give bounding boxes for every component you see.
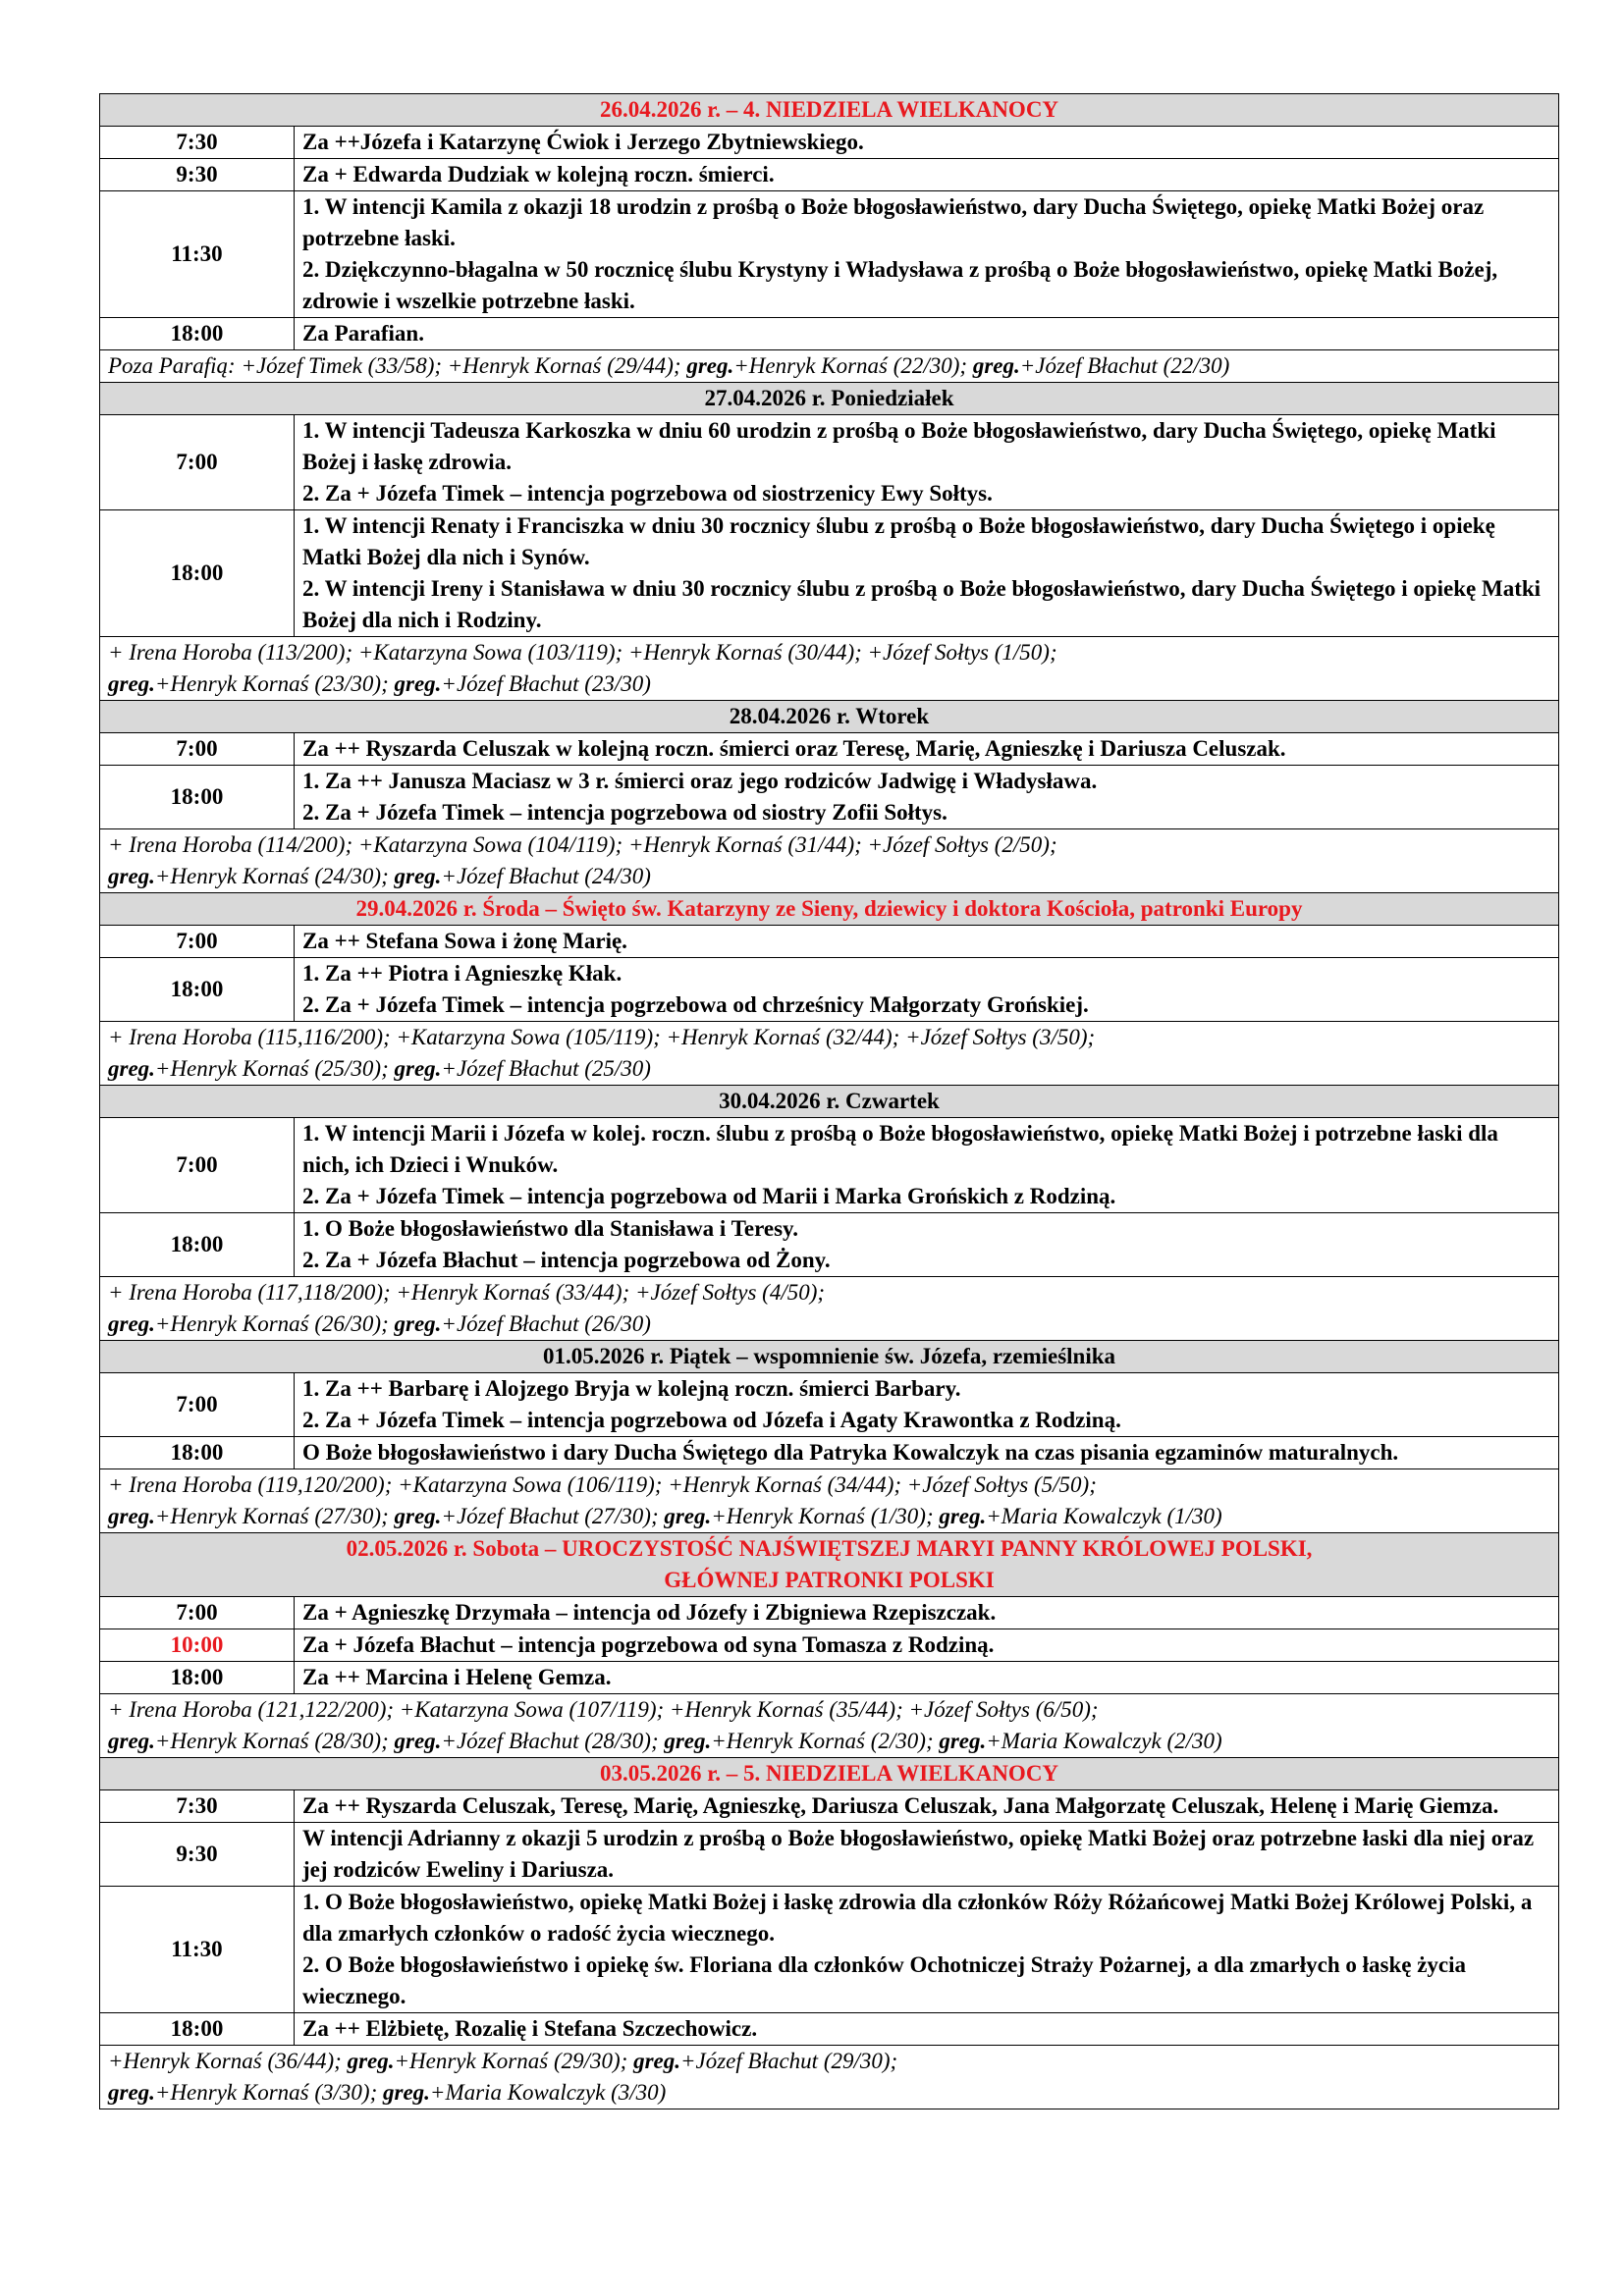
- day-header-line: 01.05.2026 r. Piątek – wspomnienie św. Józefa, rzemieślnika: [542, 1344, 1116, 1368]
- mass-time: 7:00: [100, 733, 295, 766]
- notes-row: [100, 637, 1559, 701]
- note-text: + Irena Horoba (121,122/200); +Katarzyna Sowa (107/119); +Henryk Kornaś (35/44); +Józef Sołtys (6/50);: [108, 1697, 1099, 1722]
- mass-intention: [295, 159, 1559, 191]
- note-line: [108, 1308, 1550, 1340]
- day-header: [100, 1086, 1559, 1118]
- gregorian-label: greg.: [383, 2080, 430, 2105]
- mass-time: 18:00: [100, 766, 295, 829]
- note-line: [108, 1469, 1550, 1501]
- day-header-row: [100, 94, 1559, 127]
- day-header: [100, 94, 1559, 127]
- notes-cell: [100, 829, 1559, 893]
- intention-line: 2. Za + Józefa Timek – intencja pogrzebowa od Marii i Marka Grońskich z Rodziną.: [302, 1184, 1116, 1208]
- mass-row: [100, 1597, 1559, 1629]
- note-line: [108, 1694, 1550, 1726]
- mass-time: 18:00: [100, 958, 295, 1022]
- intention-line: 2. W intencji Ireny i Stanisława w dniu 30 rocznicy ślubu z prośbą o Boże błogosławieństwo, dary Ducha Świętego i opiekę Matki Bożej dla nich i Rodziny.: [302, 576, 1542, 632]
- note-text: +Henryk Kornaś (1/30);: [711, 1504, 940, 1528]
- mass-intention: [295, 415, 1559, 510]
- mass-row: [100, 159, 1559, 191]
- gregorian-label: greg.: [347, 2049, 395, 2073]
- mass-row: [100, 1373, 1559, 1437]
- mass-time: 18:00: [100, 1213, 295, 1277]
- notes-row: [100, 1469, 1559, 1533]
- gregorian-label: greg.: [108, 1311, 155, 1336]
- day-header-row: [100, 893, 1559, 926]
- gregorian-label: greg.: [939, 1729, 987, 1753]
- mass-intention: [295, 926, 1559, 958]
- intention-line: 1. W intencji Kamila z okazji 18 urodzin z prośbą o Boże błogosławieństwo, dary Ducha Świętego, opiekę Matki Bożej oraz potrzebne łaski.: [302, 194, 1485, 250]
- notes-cell: [100, 1022, 1559, 1086]
- mass-time: 7:00: [100, 1118, 295, 1213]
- gregorian-label: greg.: [394, 1056, 442, 1081]
- gregorian-label: greg.: [633, 2049, 680, 2073]
- intention-line: Za + Edwarda Dudziak w kolejną roczn. śmierci.: [302, 162, 775, 187]
- day-header: [100, 383, 1559, 415]
- note-text: +Józef Błachut (26/30): [441, 1311, 651, 1336]
- mass-time: 7:00: [100, 415, 295, 510]
- note-text: + Irena Horoba (115,116/200); +Katarzyna Sowa (105/119); +Henryk Kornaś (32/44); +Józef Sołtys (3/50);: [108, 1025, 1096, 1049]
- mass-time: 18:00: [100, 1437, 295, 1469]
- intention-line: 1. Za ++ Piotra i Agnieszkę Kłak.: [302, 961, 623, 986]
- intention-line: 1. O Boże błogosławieństwo dla Stanisława i Teresy.: [302, 1216, 799, 1241]
- intention-line: 2. Za + Józefa Błachut – intencja pogrzebowa od Żony.: [302, 1248, 831, 1272]
- note-text: +Józef Błachut (25/30): [441, 1056, 651, 1081]
- mass-row: [100, 766, 1559, 829]
- note-text: +Henryk Kornaś (36/44);: [108, 2049, 348, 2073]
- mass-time: 9:30: [100, 159, 295, 191]
- note-text: + Irena Horoba (114/200); +Katarzyna Sowa (104/119); +Henryk Kornaś (31/44); +Józef Sołtys (2/50);: [108, 832, 1057, 857]
- note-text: +Maria Kowalczyk (3/30): [429, 2080, 667, 2105]
- mass-row: [100, 510, 1559, 637]
- day-header-row: [100, 1086, 1559, 1118]
- mass-row: [100, 1118, 1559, 1213]
- mass-intention: [295, 1629, 1559, 1662]
- day-header-line: 30.04.2026 r. Czwartek: [719, 1089, 940, 1113]
- notes-row: [100, 829, 1559, 893]
- note-text: +Maria Kowalczyk (1/30): [986, 1504, 1222, 1528]
- notes-row: [100, 2046, 1559, 2109]
- day-header-row: [100, 383, 1559, 415]
- note-text: + Irena Horoba (113/200); +Katarzyna Sowa (103/119); +Henryk Kornaś (30/44); +Józef Sołtys (1/50);: [108, 640, 1057, 665]
- mass-intention: [295, 1823, 1559, 1887]
- note-text: +Józef Błachut (29/30);: [680, 2049, 898, 2073]
- mass-row: [100, 191, 1559, 318]
- note-text: +Maria Kowalczyk (2/30): [986, 1729, 1222, 1753]
- mass-row: [100, 1790, 1559, 1823]
- notes-row: [100, 350, 1559, 383]
- note-text: +Henryk Kornaś (26/30);: [154, 1311, 395, 1336]
- note-line: [108, 1726, 1550, 1757]
- note-text: +Józef Błachut (28/30);: [441, 1729, 665, 1753]
- intention-line: 1. W intencji Renaty i Franciszka w dniu 30 rocznicy ślubu z prośbą o Boże błogosławieństwo, dary Ducha Świętego i opiekę Matki Bożej dla nich i Synów.: [302, 513, 1495, 569]
- mass-intention: [295, 318, 1559, 350]
- day-header-line: GŁÓWNEJ PATRONKI POLSKI: [664, 1568, 995, 1592]
- note-line: [108, 1501, 1550, 1532]
- intention-line: 2. Za + Józefa Timek – intencja pogrzebowa od chrześnicy Małgorzaty Grońskiej.: [302, 992, 1089, 1017]
- mass-intention: [295, 1118, 1559, 1213]
- note-line: [108, 2046, 1550, 2077]
- mass-intention: [295, 1373, 1559, 1437]
- gregorian-label: greg.: [686, 353, 734, 378]
- gregorian-label: greg.: [394, 1311, 442, 1336]
- day-header-row: [100, 1758, 1559, 1790]
- note-text: +Henryk Kornaś (28/30);: [154, 1729, 395, 1753]
- gregorian-label: greg.: [108, 864, 155, 888]
- mass-row: [100, 1629, 1559, 1662]
- mass-intention: [295, 510, 1559, 637]
- day-header-line: 26.04.2026 r. – 4. NIEDZIELA WIELKANOCY: [599, 97, 1059, 122]
- notes-cell: [100, 1694, 1559, 1758]
- note-line: [108, 1022, 1550, 1053]
- mass-time: 10:00: [100, 1629, 295, 1662]
- notes-row: [100, 1022, 1559, 1086]
- day-header-line: 27.04.2026 r. Poniedziałek: [704, 386, 954, 410]
- notes-row: [100, 1277, 1559, 1341]
- gregorian-label: greg.: [972, 353, 1020, 378]
- mass-row: [100, 1213, 1559, 1277]
- mass-row: [100, 926, 1559, 958]
- intention-line: Za ++ Stefana Sowa i żonę Marię.: [302, 929, 627, 953]
- intention-line: W intencji Adrianny z okazji 5 urodzin z prośbą o Boże błogosławieństwo, opiekę Matki Bożej oraz potrzebne łaski dla niej oraz jej rodziców Eweliny i Dariusza.: [302, 1826, 1535, 1882]
- intention-line: 2. Za + Józefa Timek – intencja pogrzebowa od siostrzenicy Ewy Sołtys.: [302, 481, 993, 506]
- mass-intention: [295, 1437, 1559, 1469]
- intention-line: 1. Za ++ Janusza Maciasz w 3 r. śmierci oraz jego rodziców Jadwigę i Władysława.: [302, 769, 1098, 793]
- day-header: [100, 1341, 1559, 1373]
- intention-line: 1. Za ++ Barbarę i Alojzego Bryja w kolejną roczn. śmierci Barbary.: [302, 1376, 961, 1401]
- mass-time: 7:00: [100, 1373, 295, 1437]
- mass-row: [100, 1823, 1559, 1887]
- mass-row: [100, 958, 1559, 1022]
- gregorian-label: greg.: [664, 1504, 712, 1528]
- note-text: +Henryk Kornaś (22/30);: [733, 353, 973, 378]
- mass-intention: [295, 958, 1559, 1022]
- day-header-line: 02.05.2026 r. Sobota – UROCZYSTOŚĆ NAJŚWIĘTSZEJ MARYI PANNY KRÓLOWEJ POLSKI,: [346, 1536, 1313, 1561]
- mass-intention: [295, 191, 1559, 318]
- note-line: [108, 668, 1550, 700]
- intention-line: Za ++ Marcina i Helenę Gemza.: [302, 1665, 612, 1689]
- note-text: +Henryk Kornaś (25/30);: [154, 1056, 395, 1081]
- note-line: [108, 829, 1550, 861]
- note-text: +Józef Błachut (22/30): [1019, 353, 1230, 378]
- day-header: [100, 701, 1559, 733]
- day-header: [100, 893, 1559, 926]
- notes-cell: [100, 637, 1559, 701]
- note-text: +Józef Błachut (24/30): [441, 864, 651, 888]
- gregorian-label: greg.: [394, 1729, 442, 1753]
- intention-line: 1. W intencji Marii i Józefa w kolej. roczn. ślubu z prośbą o Boże błogosławieństwo, opiekę Matki Bożej i potrzebne łaski dla nich, ich Dzieci i Wnuków.: [302, 1121, 1498, 1177]
- mass-row: [100, 733, 1559, 766]
- day-header-line: 28.04.2026 r. Wtorek: [729, 704, 930, 728]
- mass-time: 11:30: [100, 191, 295, 318]
- day-header-line: 03.05.2026 r. – 5. NIEDZIELA WIELKANOCY: [599, 1761, 1059, 1786]
- day-header: [100, 1533, 1559, 1597]
- intention-line: 2. Za + Józefa Timek – intencja pogrzebowa od siostry Zofii Sołtys.: [302, 800, 947, 825]
- gregorian-label: greg.: [108, 1729, 155, 1753]
- note-text: + Irena Horoba (117,118/200); +Henryk Kornaś (33/44); +Józef Sołtys (4/50);: [108, 1280, 826, 1305]
- intention-line: Za ++ Elżbietę, Rozalię i Stefana Szczechowicz.: [302, 2016, 758, 2041]
- day-header-row: [100, 701, 1559, 733]
- note-text: +Henryk Kornaś (3/30);: [154, 2080, 383, 2105]
- mass-intentions-table: [99, 93, 1559, 2109]
- mass-row: [100, 1887, 1559, 2013]
- mass-time: 18:00: [100, 2013, 295, 2046]
- intention-line: 1. O Boże błogosławieństwo, opiekę Matki Bożej i łaskę zdrowia dla członków Róży Różańcowej Matki Bożej Królowej Polski, a dla zmarłych członków o radość życia wiecznego.: [302, 1890, 1533, 1946]
- mass-time: 18:00: [100, 1662, 295, 1694]
- gregorian-label: greg.: [108, 2080, 155, 2105]
- note-line: [108, 1277, 1550, 1308]
- mass-time: 7:30: [100, 127, 295, 159]
- intention-line: 2. Za + Józefa Timek – intencja pogrzebowa od Józefa i Agaty Krawontka z Rodziną.: [302, 1408, 1121, 1432]
- mass-time: 18:00: [100, 318, 295, 350]
- mass-row: [100, 1662, 1559, 1694]
- day-header-row: [100, 1341, 1559, 1373]
- mass-intention: [295, 733, 1559, 766]
- note-text: +Henryk Kornaś (27/30);: [154, 1504, 395, 1528]
- mass-time: 9:30: [100, 1823, 295, 1887]
- mass-time: 7:30: [100, 1790, 295, 1823]
- intention-line: Za ++Józefa i Katarzynę Ćwiok i Jerzego Zbytniewskiego.: [302, 130, 864, 154]
- intention-line: Za ++ Ryszarda Celuszak, Teresę, Marię, Agnieszkę, Dariusza Celuszak, Jana Małgorzatę Celuszak, Helenę i Marię Giemza.: [302, 1793, 1499, 1818]
- mass-time: 11:30: [100, 1887, 295, 2013]
- mass-intention: [295, 1213, 1559, 1277]
- note-text: +Henryk Kornaś (23/30);: [154, 671, 395, 696]
- mass-row: [100, 2013, 1559, 2046]
- notes-cell: [100, 1469, 1559, 1533]
- mass-row: [100, 127, 1559, 159]
- mass-row: [100, 1437, 1559, 1469]
- gregorian-label: greg.: [108, 1056, 155, 1081]
- note-text: Poza Parafią: +Józef Timek (33/58); +Henryk Kornaś (29/44);: [108, 353, 687, 378]
- note-line: [108, 350, 1550, 382]
- notes-cell: [100, 350, 1559, 383]
- mass-intention: [295, 2013, 1559, 2046]
- notes-cell: [100, 1277, 1559, 1341]
- note-line: [108, 637, 1550, 668]
- note-text: +Henryk Kornaś (24/30);: [154, 864, 395, 888]
- note-text: + Irena Horoba (119,120/200); +Katarzyna Sowa (106/119); +Henryk Kornaś (34/44); +Józef Sołtys (5/50);: [108, 1472, 1097, 1497]
- notes-cell: [100, 2046, 1559, 2109]
- note-text: +Henryk Kornaś (29/30);: [394, 2049, 634, 2073]
- notes-row: [100, 1694, 1559, 1758]
- gregorian-label: greg.: [108, 1504, 155, 1528]
- mass-row: [100, 318, 1559, 350]
- mass-intention: [295, 1790, 1559, 1823]
- day-header: [100, 1758, 1559, 1790]
- intention-line: Za ++ Ryszarda Celuszak w kolejną roczn. śmierci oraz Teresę, Marię, Agnieszkę i Dariusza Celuszak.: [302, 736, 1286, 761]
- mass-time: 18:00: [100, 510, 295, 637]
- day-header-line: 29.04.2026 r. Środa – Święto św. Katarzyny ze Sieny, dziewicy i doktora Kościoła, patronki Europy: [355, 896, 1303, 921]
- gregorian-label: greg.: [394, 864, 442, 888]
- note-line: [108, 861, 1550, 892]
- note-line: [108, 2077, 1550, 2109]
- intention-line: O Boże błogosławieństwo i dary Ducha Świętego dla Patryka Kowalczyk na czas pisania egzaminów maturalnych.: [302, 1440, 1399, 1465]
- intention-line: Za Parafian.: [302, 321, 424, 346]
- gregorian-label: greg.: [108, 671, 155, 696]
- intention-line: Za + Agnieszkę Drzymała – intencja od Józefy i Zbigniewa Rzepiszczak.: [302, 1600, 997, 1625]
- gregorian-label: greg.: [394, 671, 442, 696]
- mass-row: [100, 415, 1559, 510]
- gregorian-label: greg.: [664, 1729, 712, 1753]
- gregorian-label: greg.: [939, 1504, 987, 1528]
- mass-intention: [295, 1887, 1559, 2013]
- mass-time: 7:00: [100, 926, 295, 958]
- note-text: +Henryk Kornaś (2/30);: [711, 1729, 940, 1753]
- intention-line: 2. O Boże błogosławieństwo i opiekę św. Floriana dla członków Ochotniczej Straży Pożarnej, a dla zmarłych o łaskę życia wiecznego.: [302, 1952, 1467, 2008]
- note-text: +Józef Błachut (27/30);: [441, 1504, 665, 1528]
- mass-intention: [295, 127, 1559, 159]
- mass-intention: [295, 1662, 1559, 1694]
- mass-intention: [295, 766, 1559, 829]
- note-line: [108, 1053, 1550, 1085]
- mass-intention: [295, 1597, 1559, 1629]
- note-text: +Józef Błachut (23/30): [441, 671, 651, 696]
- intention-line: 2. Dziękczynno-błagalna w 50 rocznicę ślubu Krystyny i Władysława z prośbą o Boże błogosławieństwo, opiekę Matki Bożej, zdrowie i wszelkie potrzebne łaski.: [302, 257, 1498, 313]
- intention-line: 1. W intencji Tadeusza Karkoszka w dniu 60 urodzin z prośbą o Boże błogosławieństwo, dary Ducha Świętego, opiekę Matki Bożej i łaskę zdrowia.: [302, 418, 1496, 474]
- gregorian-label: greg.: [394, 1504, 442, 1528]
- mass-time: 7:00: [100, 1597, 295, 1629]
- intention-line: Za + Józefa Błachut – intencja pogrzebowa od syna Tomasza z Rodziną.: [302, 1632, 995, 1657]
- day-header-row: [100, 1533, 1559, 1597]
